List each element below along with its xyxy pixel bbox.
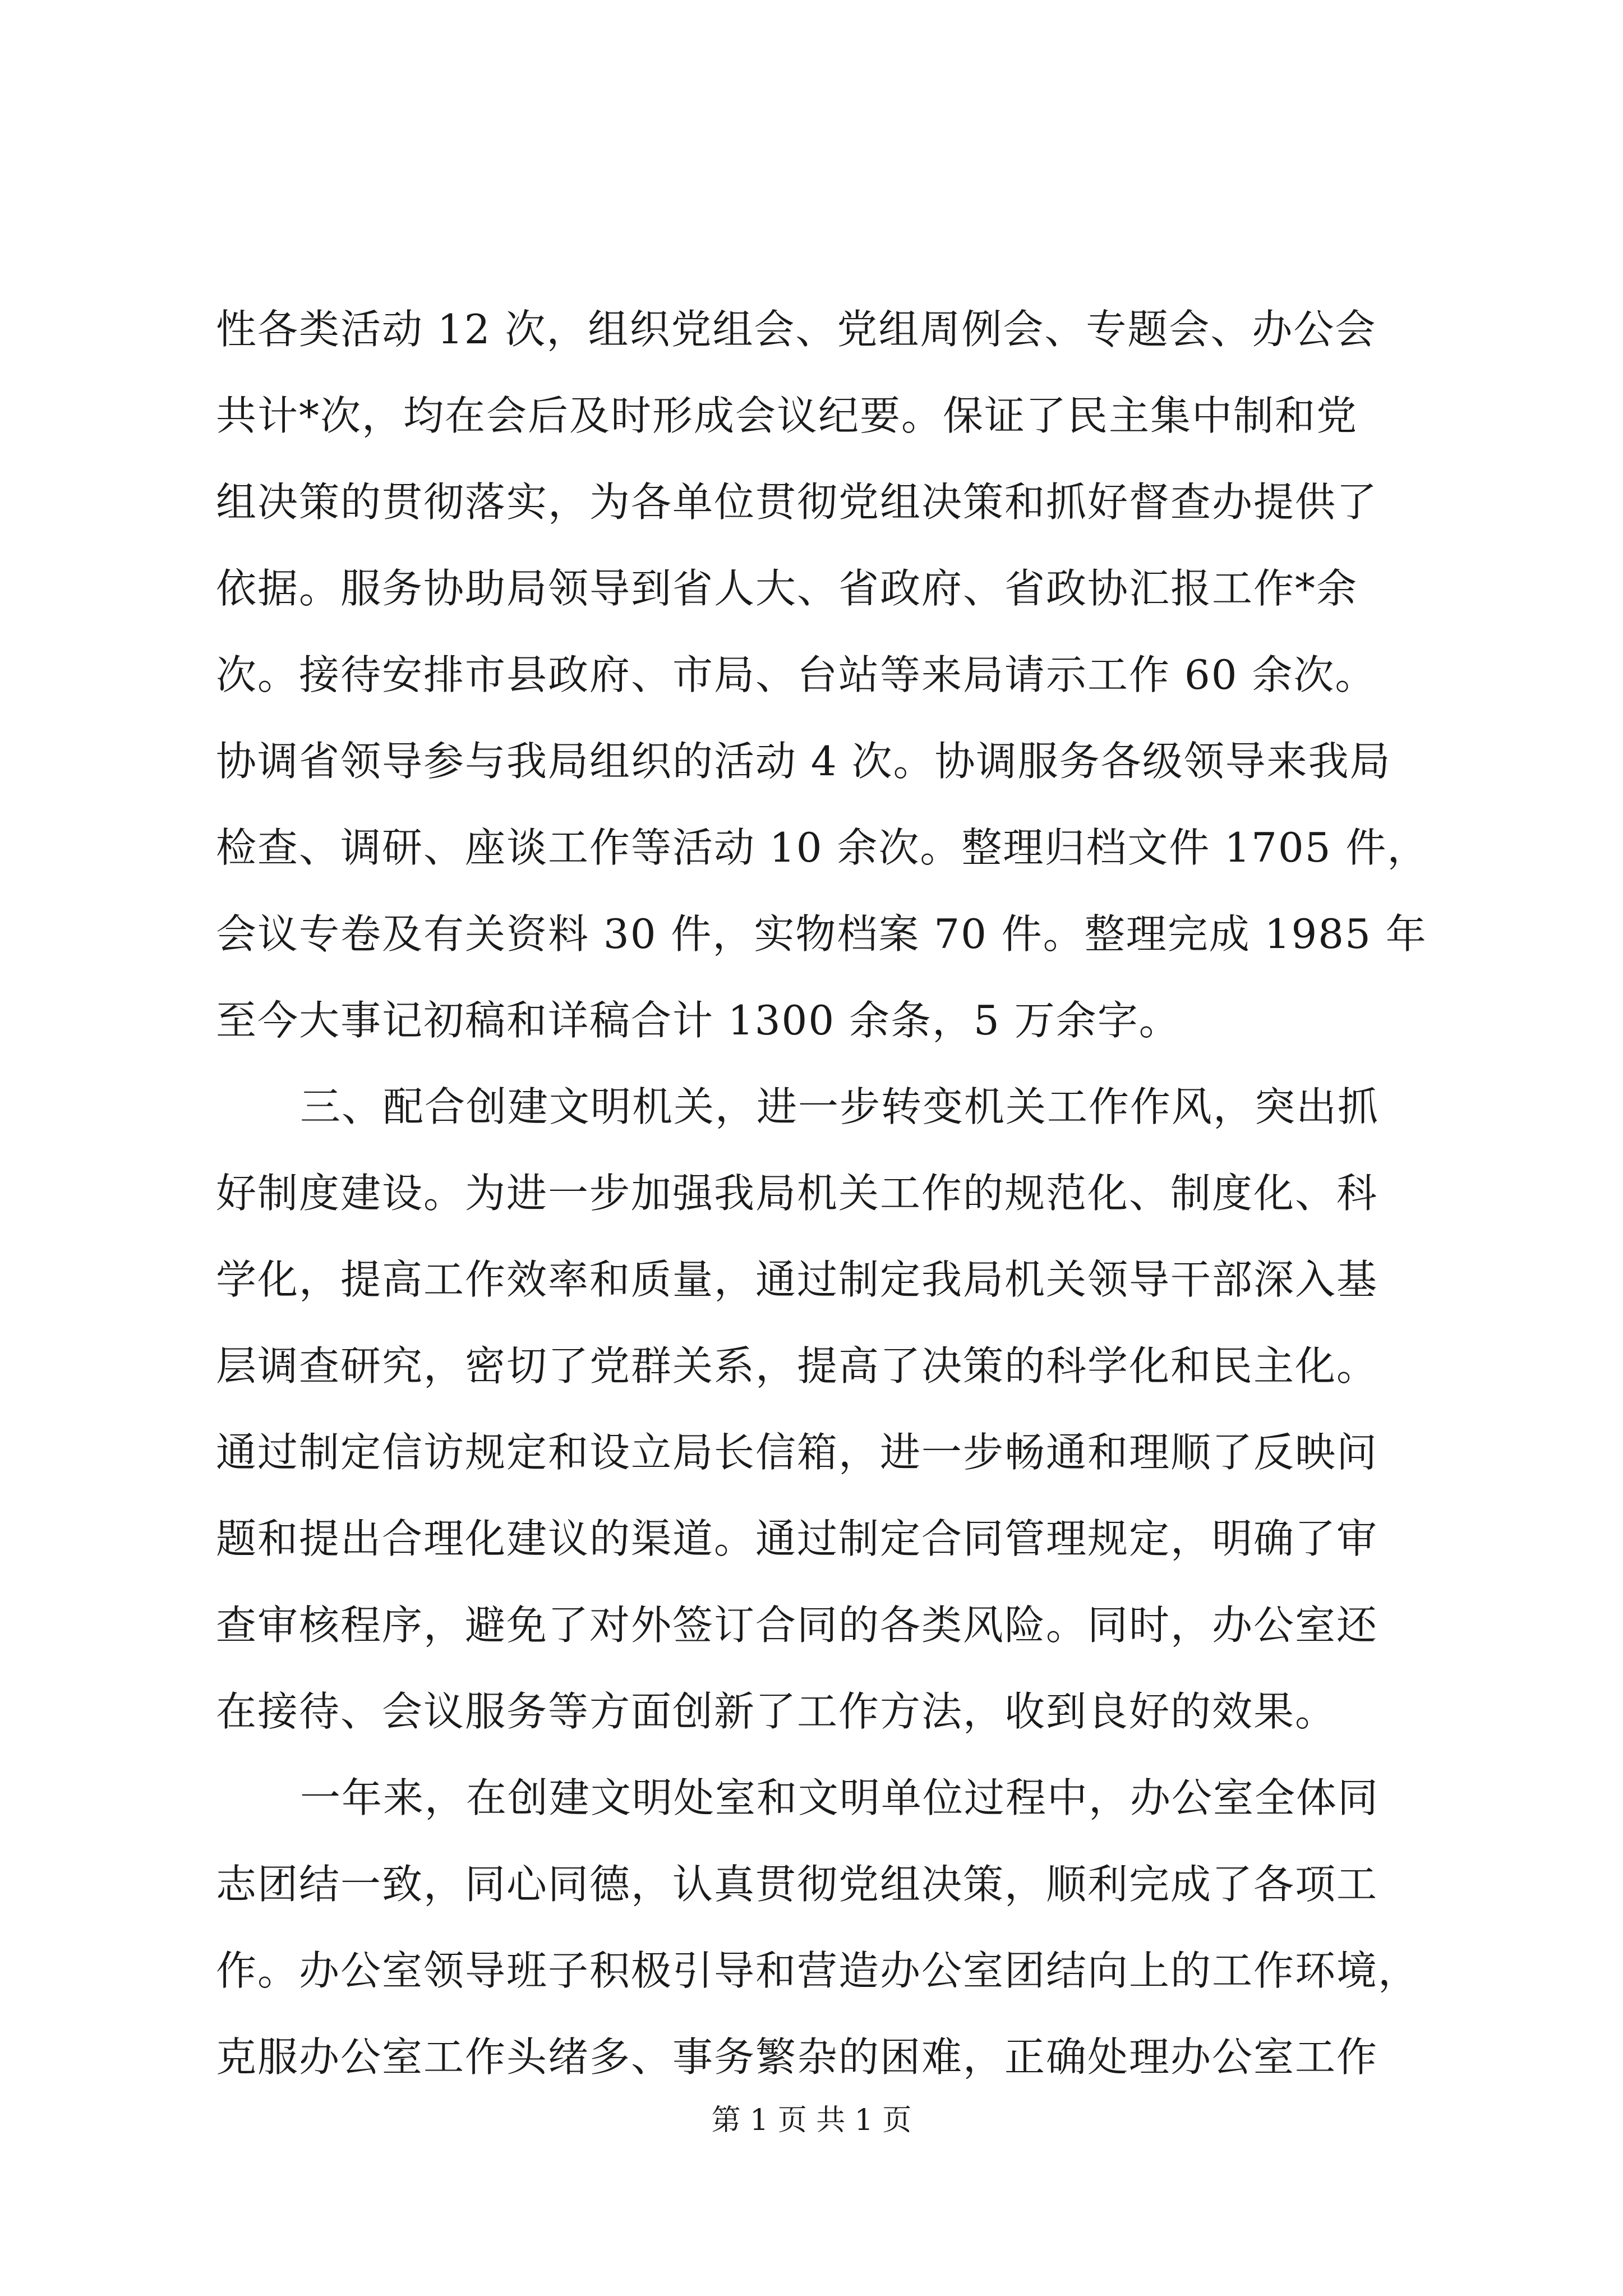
text-line: 会议专卷及有关资料 30 件，实物档案 70 件。整理完成 1985 年	[216, 910, 1427, 958]
text-line: 克服办公室工作头绪多、事务繁杂的困难，正确处理办公室工作	[216, 2033, 1378, 2081]
text-line: 三、配合创建文明机关，进一步转变机关工作作风，突出抓	[300, 1083, 1380, 1130]
document-body	[216, 286, 1450, 2100]
text-line: 层调查研究，密切了党群关系，提高了决策的科学化和民主化。	[216, 1342, 1378, 1389]
text-line: 好制度建设。为进一步加强我局机关工作的规范化、制度化、科	[216, 1170, 1378, 1217]
text-line: 性各类活动 12 次，组织党组会、党组周例会、专题会、办公会	[216, 306, 1377, 353]
text-line: 依据。服务协助局领导到省人大、省政府、省政协汇报工作*余	[216, 565, 1358, 612]
text-line: 在接待、会议服务等方面创新了工作方法，收到良好的效果。	[216, 1688, 1337, 1735]
text-line: 次。接待安排市县政府、市局、台站等来局请示工作 60 余次。	[216, 651, 1377, 698]
text-line: 共计*次，均在会后及时形成会议纪要。保证了民主集中制和党	[216, 392, 1358, 439]
text-line: 题和提出合理化建议的渠道。通过制定合同管理规定，明确了审	[216, 1515, 1378, 1562]
text-line: 查审核程序，避免了对外签订合同的各类风险。同时，办公室还	[216, 1602, 1378, 1649]
text-line: 学化，提高工作效率和质量，通过制定我局机关领导干部深入基	[216, 1256, 1378, 1303]
text-line: 协调省领导参与我局组织的活动 4 次。协调服务各级领导来我局	[216, 738, 1391, 785]
text-line: 一年来，在创建文明处室和文明单位过程中，办公室全体同	[300, 1774, 1380, 1821]
text-line: 组决策的贯彻落实，为各单位贯彻党组决策和抓好督查办提供了	[216, 478, 1378, 526]
page-footer: 第 1 页 共 1 页	[711, 2104, 912, 2137]
text-line: 通过制定信访规定和设立局长信箱，进一步畅通和理顺了反映问	[216, 1429, 1378, 1476]
text-line: 作。办公室领导班子积极引导和营造办公室团结向上的工作环境，	[216, 1947, 1420, 1994]
text-line: 检查、调研、座谈工作等活动 10 余次。整理归档文件 1705 件，	[216, 824, 1429, 871]
text-line: 志团结一致，同心同德，认真贯彻党组决策，顺利完成了各项工	[216, 1861, 1378, 1908]
text-line: 至今大事记初稿和详稿合计 1300 余条，5 万余字。	[216, 997, 1181, 1044]
